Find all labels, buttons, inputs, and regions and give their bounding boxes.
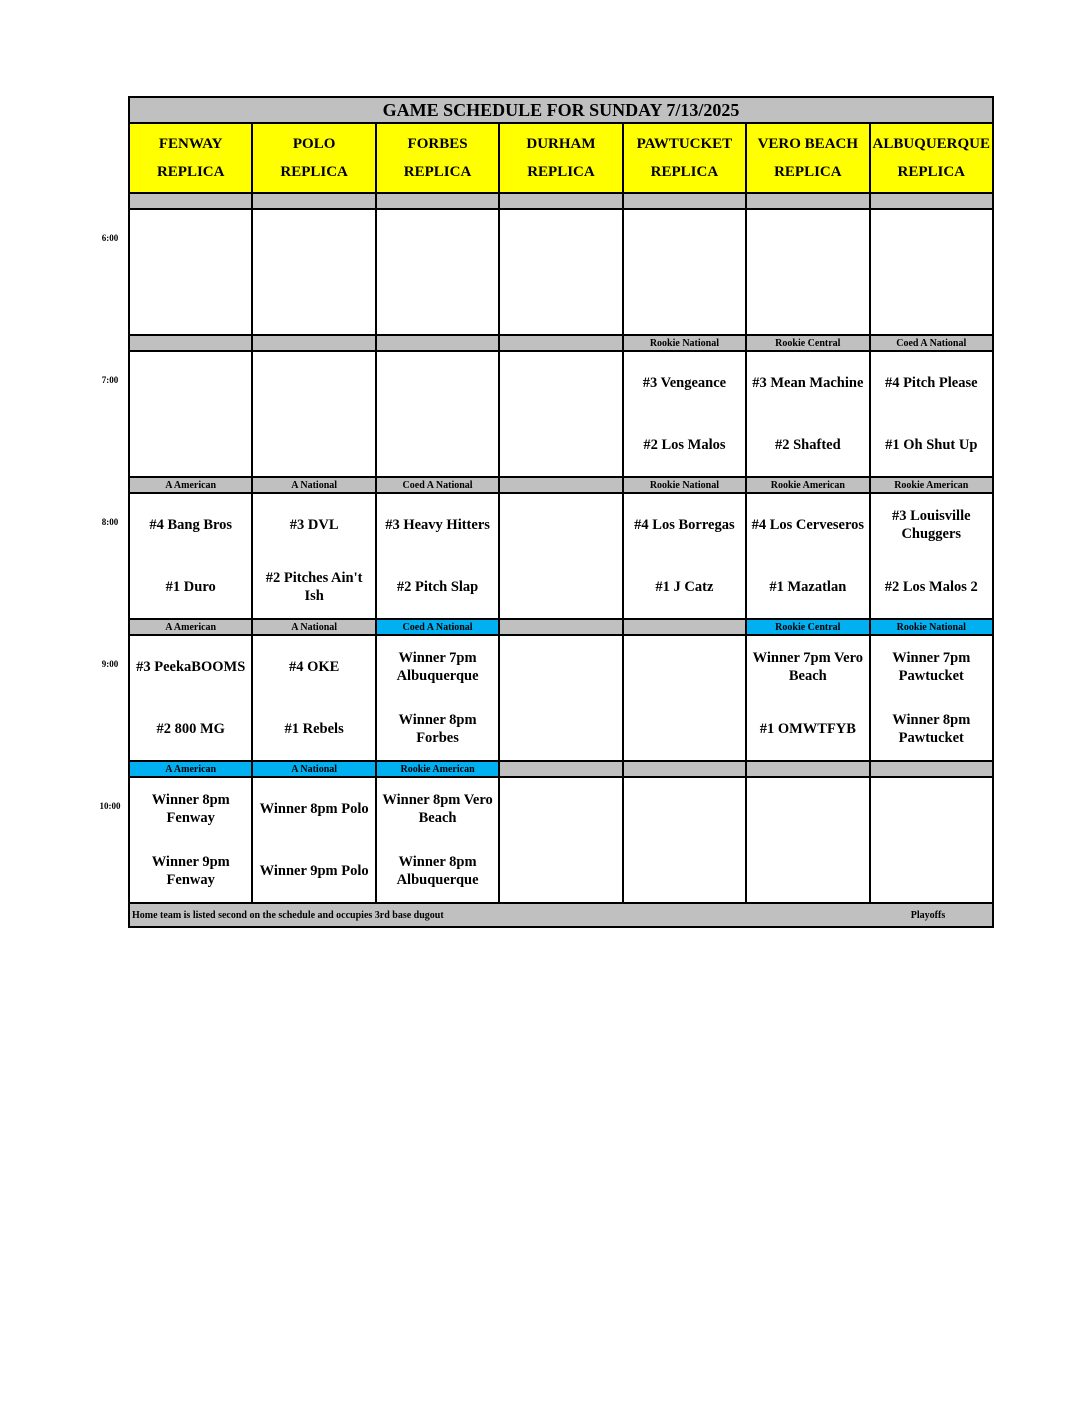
away-team: Winner 7pm Albuquerque bbox=[396, 650, 479, 684]
home-team: #2 Los Malos 2 bbox=[884, 579, 978, 595]
away-team: #3 PeekaBOOMS bbox=[136, 659, 246, 675]
field-type: REPLICA bbox=[527, 164, 595, 180]
matchup bbox=[624, 352, 745, 476]
division-label: A National bbox=[252, 761, 375, 777]
game-cell bbox=[870, 493, 993, 619]
away-team bbox=[253, 210, 374, 272]
division-label bbox=[746, 761, 869, 777]
home-team bbox=[747, 272, 868, 334]
field-name: ALBUQUERQUE bbox=[872, 136, 991, 152]
time-slot-row bbox=[129, 777, 993, 903]
division-label bbox=[499, 335, 622, 351]
game-cell bbox=[252, 635, 375, 761]
time-label: 7:00 bbox=[101, 375, 119, 385]
division-label: A American bbox=[129, 477, 252, 493]
time-slot-row bbox=[129, 493, 993, 619]
matchup bbox=[747, 778, 868, 902]
home-team: #2 Pitch Slap bbox=[396, 579, 479, 595]
division-label bbox=[870, 761, 993, 777]
game-cell bbox=[623, 635, 746, 761]
field-name: DURHAM bbox=[526, 136, 596, 152]
field-name: PAWTUCKET bbox=[636, 136, 733, 152]
field-header-fenway bbox=[129, 123, 252, 193]
division-label bbox=[376, 335, 499, 351]
matchup bbox=[871, 494, 992, 618]
schedule-body bbox=[129, 97, 993, 927]
matchup bbox=[871, 210, 992, 334]
division-label bbox=[870, 193, 993, 209]
game-cell bbox=[746, 493, 869, 619]
matchup bbox=[624, 778, 745, 902]
matchup bbox=[130, 210, 251, 334]
division-label: Rookie National bbox=[623, 335, 746, 351]
home-team: #1 Mazatlan bbox=[769, 579, 847, 595]
field-name: POLO bbox=[292, 136, 336, 152]
home-team bbox=[624, 840, 745, 902]
away-team bbox=[871, 210, 992, 272]
game-cell bbox=[870, 209, 993, 335]
game-cell bbox=[252, 209, 375, 335]
game-cell bbox=[623, 777, 746, 903]
division-label: Rookie American bbox=[376, 761, 499, 777]
division-label bbox=[746, 193, 869, 209]
matchup bbox=[747, 636, 868, 760]
away-team bbox=[377, 210, 498, 272]
away-team bbox=[500, 494, 621, 556]
home-team: Winner 9pm Fenway bbox=[151, 854, 230, 888]
matchup bbox=[130, 636, 251, 760]
matchup bbox=[130, 494, 251, 618]
matchup bbox=[253, 352, 374, 476]
matchup bbox=[500, 494, 621, 618]
schedule-title: GAME SCHEDULE FOR SUNDAY 7/13/2025 bbox=[129, 97, 993, 123]
away-team bbox=[624, 778, 745, 840]
away-team: #3 Mean Machine bbox=[752, 375, 864, 391]
home-team: #1 J Catz bbox=[655, 579, 714, 595]
away-team bbox=[377, 352, 498, 414]
game-cell bbox=[499, 351, 622, 477]
away-team bbox=[747, 210, 868, 272]
division-label: Rookie National bbox=[870, 619, 993, 635]
home-team bbox=[500, 272, 621, 334]
division-label bbox=[623, 761, 746, 777]
matchup bbox=[747, 352, 868, 476]
matchup bbox=[624, 494, 745, 618]
division-label: A National bbox=[252, 619, 375, 635]
home-team: #1 Oh Shut Up bbox=[885, 437, 978, 453]
home-team: Winner 8pm Pawtucket bbox=[892, 712, 971, 746]
matchup bbox=[871, 636, 992, 760]
field-name: FENWAY bbox=[158, 136, 223, 152]
away-team: #4 Pitch Please bbox=[884, 375, 978, 391]
game-cell bbox=[376, 351, 499, 477]
matchup bbox=[377, 494, 498, 618]
home-team: Winner 9pm Polo bbox=[259, 863, 369, 879]
home-team bbox=[624, 272, 745, 334]
away-team: #3 Louisville Chuggers bbox=[891, 508, 971, 542]
division-row bbox=[129, 619, 993, 635]
game-cell bbox=[129, 635, 252, 761]
matchup bbox=[253, 778, 374, 902]
game-cell bbox=[252, 777, 375, 903]
field-header-row bbox=[129, 123, 993, 193]
game-cell bbox=[252, 351, 375, 477]
game-cell bbox=[499, 635, 622, 761]
away-team: Winner 8pm Polo bbox=[259, 801, 369, 817]
division-label bbox=[623, 193, 746, 209]
home-team: #2 Pitches Ain't Ish bbox=[265, 570, 363, 604]
division-label: Coed A National bbox=[376, 477, 499, 493]
matchup bbox=[871, 352, 992, 476]
division-label: Coed A National bbox=[870, 335, 993, 351]
game-cell bbox=[252, 493, 375, 619]
game-cell bbox=[623, 351, 746, 477]
home-team bbox=[624, 698, 745, 760]
matchup bbox=[747, 494, 868, 618]
division-label bbox=[376, 193, 499, 209]
division-row bbox=[129, 761, 993, 777]
away-team: #3 Heavy Hitters bbox=[385, 517, 490, 533]
game-cell bbox=[376, 777, 499, 903]
division-row bbox=[129, 477, 993, 493]
matchup bbox=[624, 210, 745, 334]
game-cell bbox=[499, 493, 622, 619]
away-team: #4 Los Cerveseros bbox=[751, 517, 865, 533]
away-team: #4 Los Borregas bbox=[634, 517, 735, 533]
away-team bbox=[500, 210, 621, 272]
away-team: Winner 7pm Vero Beach bbox=[752, 650, 864, 684]
home-team bbox=[747, 840, 868, 902]
division-label bbox=[499, 193, 622, 209]
away-team: #3 Vengeance bbox=[642, 375, 727, 391]
matchup bbox=[500, 210, 621, 334]
matchup bbox=[253, 210, 374, 334]
home-team: #2 800 MG bbox=[156, 721, 225, 737]
away-team: Winner 7pm Pawtucket bbox=[892, 650, 971, 684]
time-label: 8:00 bbox=[101, 517, 119, 527]
away-team bbox=[130, 210, 251, 272]
time-slot-row bbox=[129, 351, 993, 477]
away-team bbox=[130, 352, 251, 414]
home-team bbox=[130, 272, 251, 334]
field-header-vero-beach bbox=[746, 123, 869, 193]
time-slot-row bbox=[129, 209, 993, 335]
home-team bbox=[253, 272, 374, 334]
time-label: 10:00 bbox=[99, 801, 121, 811]
away-team: #4 Bang Bros bbox=[149, 517, 233, 533]
home-team bbox=[500, 698, 621, 760]
division-label: Rookie Central bbox=[746, 335, 869, 351]
home-team bbox=[130, 414, 251, 476]
game-cell bbox=[129, 209, 252, 335]
home-team bbox=[500, 414, 621, 476]
field-type: REPLICA bbox=[156, 164, 225, 180]
field-type: REPLICA bbox=[774, 164, 842, 180]
matchup bbox=[130, 778, 251, 902]
division-row bbox=[129, 335, 993, 351]
field-name: FORBES bbox=[407, 136, 468, 152]
footer-cell bbox=[129, 903, 993, 927]
matchup bbox=[747, 210, 868, 334]
game-cell bbox=[129, 493, 252, 619]
time-label: 9:00 bbox=[101, 659, 119, 669]
home-team: #2 Shafted bbox=[774, 437, 841, 453]
away-team bbox=[253, 352, 374, 414]
field-name: VERO BEACH bbox=[757, 136, 859, 152]
home-team bbox=[500, 840, 621, 902]
game-cell bbox=[499, 209, 622, 335]
field-header-polo bbox=[252, 123, 375, 193]
game-cell bbox=[746, 635, 869, 761]
matchup bbox=[377, 778, 498, 902]
matchup bbox=[377, 352, 498, 476]
away-team bbox=[500, 352, 621, 414]
matchup bbox=[871, 778, 992, 902]
home-team: #1 Rebels bbox=[284, 721, 344, 737]
home-team bbox=[377, 272, 498, 334]
matchup bbox=[253, 636, 374, 760]
time-slot-row bbox=[129, 635, 993, 761]
field-header-albuquerque bbox=[870, 123, 993, 193]
away-team: Winner 8pm Fenway bbox=[151, 792, 230, 826]
home-team bbox=[871, 840, 992, 902]
home-team: #2 Los Malos bbox=[643, 437, 726, 453]
game-cell bbox=[499, 777, 622, 903]
away-team bbox=[500, 636, 621, 698]
matchup bbox=[500, 778, 621, 902]
away-team bbox=[624, 636, 745, 698]
division-label bbox=[252, 193, 375, 209]
game-cell bbox=[746, 777, 869, 903]
division-label: Rookie Central bbox=[746, 619, 869, 635]
home-team bbox=[253, 414, 374, 476]
game-cell bbox=[129, 777, 252, 903]
away-team bbox=[871, 778, 992, 840]
title-row bbox=[129, 97, 993, 123]
game-cell bbox=[623, 493, 746, 619]
matchup bbox=[500, 636, 621, 760]
away-team bbox=[500, 778, 621, 840]
matchup bbox=[377, 210, 498, 334]
division-label: Rookie American bbox=[870, 477, 993, 493]
matchup bbox=[130, 352, 251, 476]
field-header-forbes bbox=[376, 123, 499, 193]
matchup bbox=[500, 352, 621, 476]
home-team bbox=[500, 556, 621, 618]
game-cell bbox=[623, 209, 746, 335]
division-label bbox=[623, 619, 746, 635]
division-label: Rookie National bbox=[623, 477, 746, 493]
footer-row bbox=[129, 903, 993, 927]
home-team: Winner 8pm Forbes bbox=[398, 712, 477, 746]
away-team bbox=[747, 778, 868, 840]
game-cell bbox=[870, 351, 993, 477]
home-team: Winner 8pm Albuquerque bbox=[396, 854, 479, 888]
division-label: A American bbox=[129, 761, 252, 777]
division-label: A American bbox=[129, 619, 252, 635]
division-label: Coed A National bbox=[376, 619, 499, 635]
field-type: REPLICA bbox=[650, 164, 719, 180]
division-label bbox=[129, 335, 252, 351]
division-label: Rookie American bbox=[746, 477, 869, 493]
home-team: #1 Duro bbox=[165, 579, 216, 595]
division-label bbox=[252, 335, 375, 351]
away-team bbox=[624, 210, 745, 272]
field-header-durham bbox=[499, 123, 622, 193]
home-team bbox=[871, 272, 992, 334]
division-label bbox=[499, 761, 622, 777]
home-team: #1 OMWTFYB bbox=[759, 721, 856, 737]
division-label bbox=[129, 193, 252, 209]
home-team bbox=[377, 414, 498, 476]
away-team: Winner 8pm Vero Beach bbox=[382, 792, 493, 826]
division-label bbox=[499, 477, 622, 493]
field-header-pawtucket bbox=[623, 123, 746, 193]
game-cell bbox=[376, 493, 499, 619]
playoffs-label: Playoffs bbox=[910, 909, 946, 921]
game-cell bbox=[376, 635, 499, 761]
matchup bbox=[377, 636, 498, 760]
game-cell bbox=[870, 777, 993, 903]
division-row bbox=[129, 193, 993, 209]
division-label: A National bbox=[252, 477, 375, 493]
schedule-table bbox=[128, 96, 994, 928]
game-cell bbox=[870, 635, 993, 761]
game-cell bbox=[376, 209, 499, 335]
field-type: REPLICA bbox=[280, 164, 348, 180]
matchup bbox=[253, 494, 374, 618]
game-cell bbox=[129, 351, 252, 477]
game-cell bbox=[746, 351, 869, 477]
away-team: #3 DVL bbox=[289, 517, 339, 533]
away-team: #4 OKE bbox=[288, 659, 340, 675]
field-type: REPLICA bbox=[897, 164, 966, 180]
time-label: 6:00 bbox=[101, 233, 119, 243]
division-label bbox=[499, 619, 622, 635]
game-cell bbox=[746, 209, 869, 335]
matchup bbox=[624, 636, 745, 760]
home-team-note: Home team is listed second on the schedule and occupies 3rd base dugout bbox=[132, 909, 444, 921]
field-type: REPLICA bbox=[403, 164, 472, 180]
